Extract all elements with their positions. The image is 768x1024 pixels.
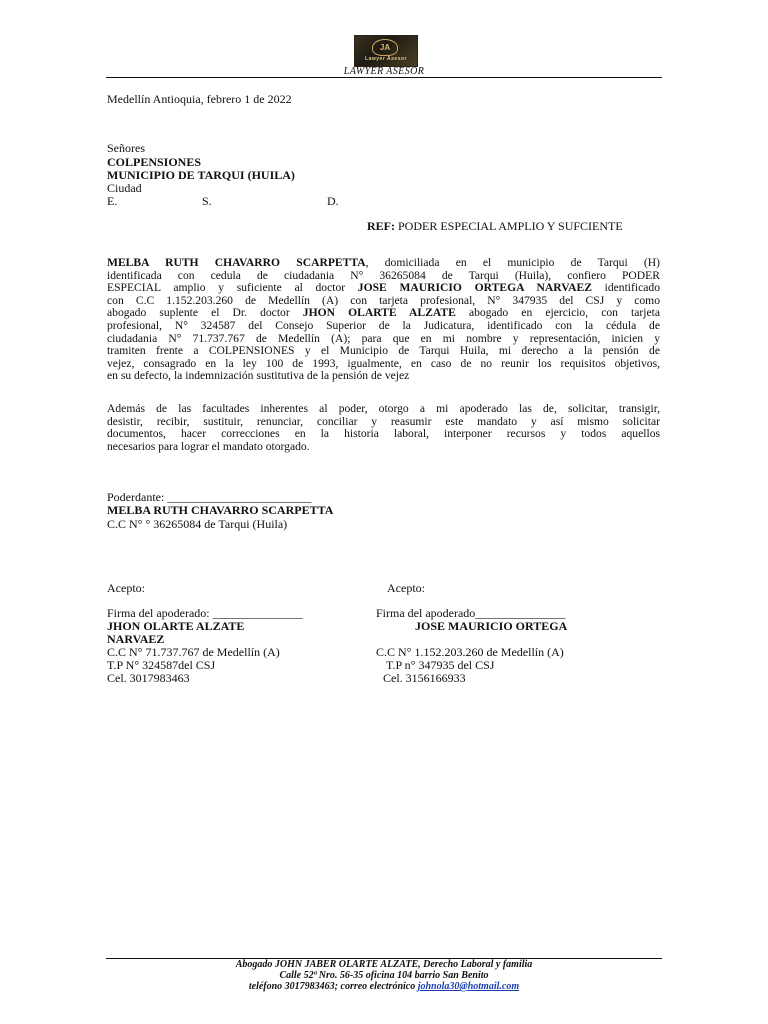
acepto-left: Acepto: (107, 581, 145, 595)
apoderado-left-cel: Cel. 3017983463 (107, 671, 190, 685)
lawyer-asesor-logo (354, 35, 418, 67)
footer-contact (0, 981, 768, 992)
paragraph-line: identificada con cedula de ciudadania N° 36265084 de Tarqui (Huila), confiero PODER (107, 268, 660, 282)
esd-d: D. (327, 194, 339, 208)
apoderado-right-tp: T.P n° 347935 del CSJ (386, 658, 495, 672)
recipient-colpensiones: COLPENSIONES (107, 155, 202, 169)
paragraph-line: con C.C 1.152.203.260 de Medellín (A) con tarjeta profesional, N° 347935 del CSJ y como (107, 293, 660, 307)
acepto-right: Acepto: (387, 581, 425, 595)
paragraph-line: ESPECIAL amplio y suficiente al doctor JOSE MAURICIO ORTEGA NARVAEZ identificado (107, 281, 660, 295)
apoderado-left-name-2: NARVAEZ (107, 632, 165, 646)
paragraph-line: necesarios para lograr el mandato otorgado. (107, 439, 310, 453)
ref-label: REF: (367, 219, 395, 233)
esd-s: S. (202, 194, 212, 208)
footer-phone: teléfono 3017983463; correo electrónico (248, 981, 418, 992)
paragraph-line: MELBA RUTH CHAVARRO SCARPETTA, domiciliada en el municipio de Tarqui (H) (107, 256, 660, 269)
paragraph-line: abogado suplente el Dr. doctor JHON OLARTE ALZATE abogado en ejercicio, con tarjeta (107, 306, 660, 320)
apoderado-right-name: JOSE MAURICIO ORTEGA (415, 619, 568, 633)
poderdante-name: MELBA RUTH CHAVARRO SCARPETTA (107, 503, 334, 517)
firma-apoderado-right: Firma del apoderado_______________ (376, 606, 566, 620)
paragraph-line: tramiten frente a COLPENSIONES y el Municipio de Tarqui Huila, mi derecho a la pensión de (107, 344, 660, 358)
firma-apoderado-left: Firma del apoderado: _______________ (107, 606, 303, 620)
footer-address: Calle 52ª Nro. 56-35 oficina 104 barrio San Benito (279, 970, 489, 981)
recipient-municipio: MUNICIPIO DE TARQUI (HUILA) (107, 168, 295, 182)
footer-lawyer: Abogado JOHN JABER OLARTE ALZATE, Derecho Laboral y familia (235, 959, 533, 970)
city-label: Ciudad (107, 181, 142, 195)
paragraph-facultades (107, 403, 660, 453)
paragraph-line: ciudadania N° 71.737.767 de Medellín (A); para que en mi nombre y representación, inicien y (107, 331, 660, 345)
poderdante-signature-line: Poderdante: ________________________ (107, 490, 312, 504)
header-divider (106, 77, 662, 78)
apoderado-left-cc: C.C N° 71.737.767 de Medellín (A) (107, 645, 280, 659)
paragraph-line: profesional, N° 324587 del Consejo Superior de la Judicatura, identificado con la cédula de (107, 318, 660, 332)
place-date: Medellín Antioquia, febrero 1 de 2022 (107, 92, 292, 106)
apoderado-right-cc: C.C N° 1.152.203.260 de Medellín (A) (376, 645, 564, 659)
salutation: Señores (107, 141, 145, 155)
paragraph-line: vejez, consagrado en la ley 100 de 1993, igualmente, en caso de no reunir los requisitos objetivos, (107, 356, 660, 370)
footer-email-link[interactable]: johnola30@hotmail.com (417, 981, 520, 992)
scales-of-justice-icon: JA (372, 39, 398, 56)
paragraph-poder (107, 257, 660, 383)
apoderado-left-tp: T.P N° 324587del CSJ (107, 658, 216, 672)
poderdante-cc: C.C N° ° 36265084 de Tarqui (Huila) (107, 517, 288, 531)
paragraph-line: desistir, recibir, sustituir, renunciar, conciliar y reasumir este mandato y así mismo solicitar (107, 414, 660, 428)
header-label: LAWYER ASESOR (343, 66, 425, 77)
apoderado-left-name: JHON OLARTE ALZATE (107, 619, 245, 633)
paragraph-line: en su defecto, la indemnización sustitutiva de la pensión de vejez (107, 369, 410, 383)
apoderado-right-cel: Cel. 3156166933 (383, 671, 466, 685)
paragraph-line: Además de las facultades inherentes al poder, otorgo a mi apoderado las de, solicitar, transigir, (107, 402, 660, 415)
esd-e: E. (107, 194, 118, 208)
reference-line (367, 220, 623, 233)
paragraph-line: documentos, hacer correcciones en la historia laboral, interponer recursos y todos aquellos (107, 427, 660, 441)
ref-text: PODER ESPECIAL AMPLIO Y SUFCIENTE (398, 219, 623, 233)
logo-caption: Lawyer Asesor (365, 56, 407, 62)
